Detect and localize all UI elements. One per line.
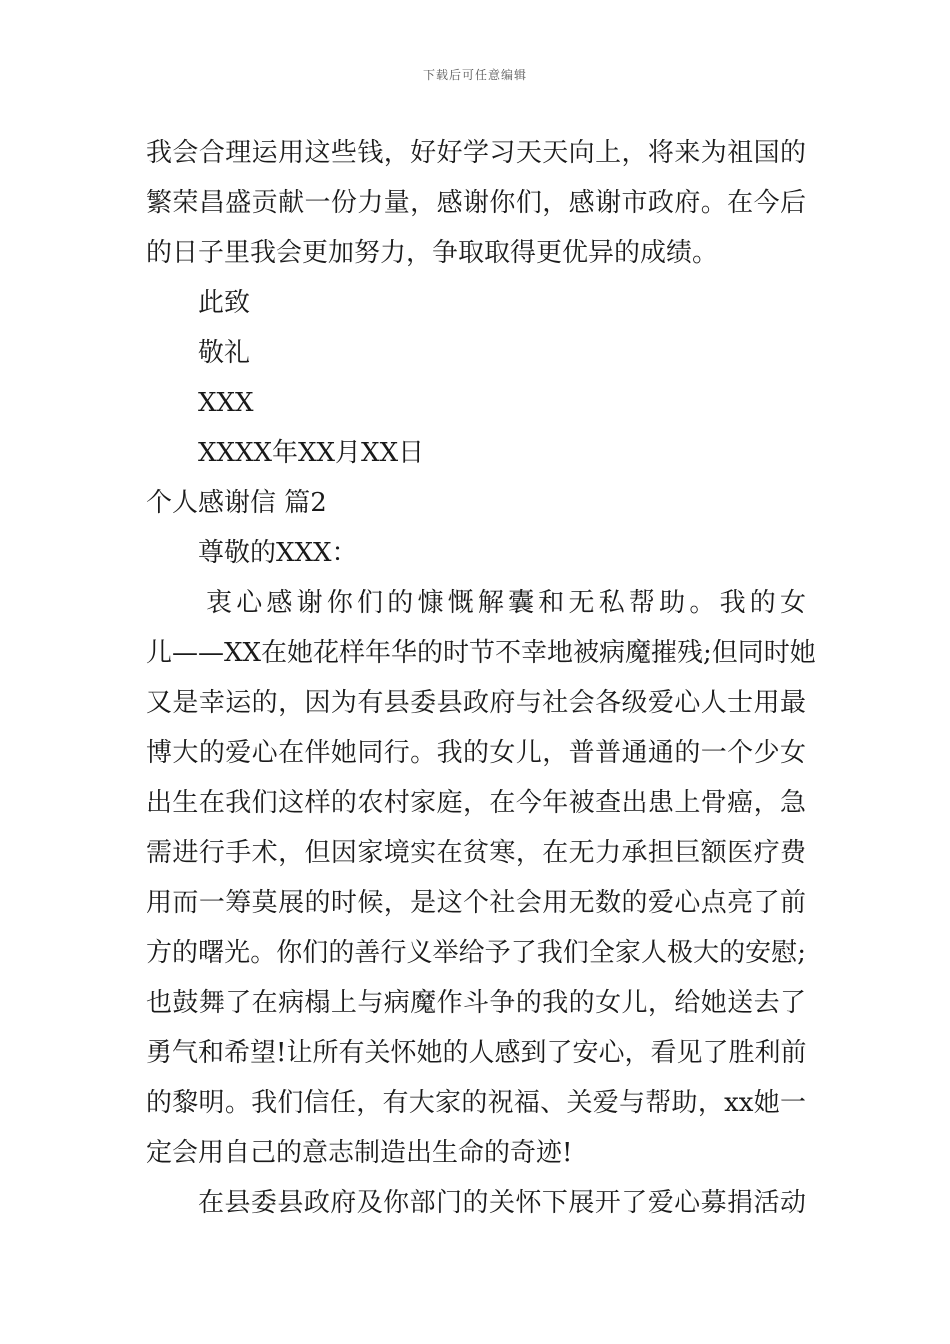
page-header: 下载后可任意编辑 xyxy=(422,68,527,82)
document-body xyxy=(146,128,816,1228)
paragraph-line: 出生在我们这样的农村家庭，在今年被查出患上骨癌，急 xyxy=(146,788,806,818)
salutation: 尊敬的XXX： xyxy=(198,538,358,568)
paragraph-line: 的黎明。我们信任，有大家的祝福、关爱与帮助，xx她一 xyxy=(146,1088,806,1118)
paragraph-line: 繁荣昌盛贡献一份力量，感谢你们，感谢市政府。在今后 xyxy=(146,188,806,218)
paragraph-line: 的日子里我会更加努力，争取取得更优异的成绩。 xyxy=(146,238,719,268)
paragraph-line: 用而一筹莫展的时候，是这个社会用无数的爱心点亮了前 xyxy=(146,888,806,918)
paragraph-line: 博大的爱心在伴她同行。我的女儿，普普通通的一个少女 xyxy=(146,738,806,768)
section-title: 个人感谢信 篇2 xyxy=(146,488,327,518)
paragraph-line: 衷心感谢你们的慷慨解囊和无私帮助。我的女 xyxy=(206,588,806,618)
paragraph-line: 需进行手术，但因家境实在贫寒，在无力承担巨额医疗费 xyxy=(146,838,806,868)
letter-date: XXXX年XX月XX日 xyxy=(198,438,425,468)
paragraph-line: 方的曙光。你们的善行义举给予了我们全家人极大的安慰; xyxy=(146,938,806,968)
paragraph-line: 儿——XX在她花样年华的时节不幸地被病魔摧残;但同时她 xyxy=(146,638,816,668)
signer-name: XXX xyxy=(198,388,254,418)
paragraph-line: 勇气和希望!让所有关怀她的人感到了安心，看见了胜利前 xyxy=(146,1038,807,1068)
closing-cizhi: 此致 xyxy=(198,288,251,318)
closing-jingli: 敬礼 xyxy=(198,338,251,368)
paragraph-line: 在县委县政府及你部门的关怀下展开了爱心募捐活动 xyxy=(198,1188,806,1218)
paragraph-line: 我会合理运用这些钱，好好学习天天向上，将来为祖国的 xyxy=(146,138,806,168)
paragraph-line: 又是幸运的，因为有县委县政府与社会各级爱心人士用最 xyxy=(146,688,806,718)
paragraph-line: 定会用自己的意志制造出生命的奇迹! xyxy=(146,1138,573,1168)
paragraph-line: 也鼓舞了在病榻上与病魔作斗争的我的女儿，给她送去了 xyxy=(146,988,806,1018)
